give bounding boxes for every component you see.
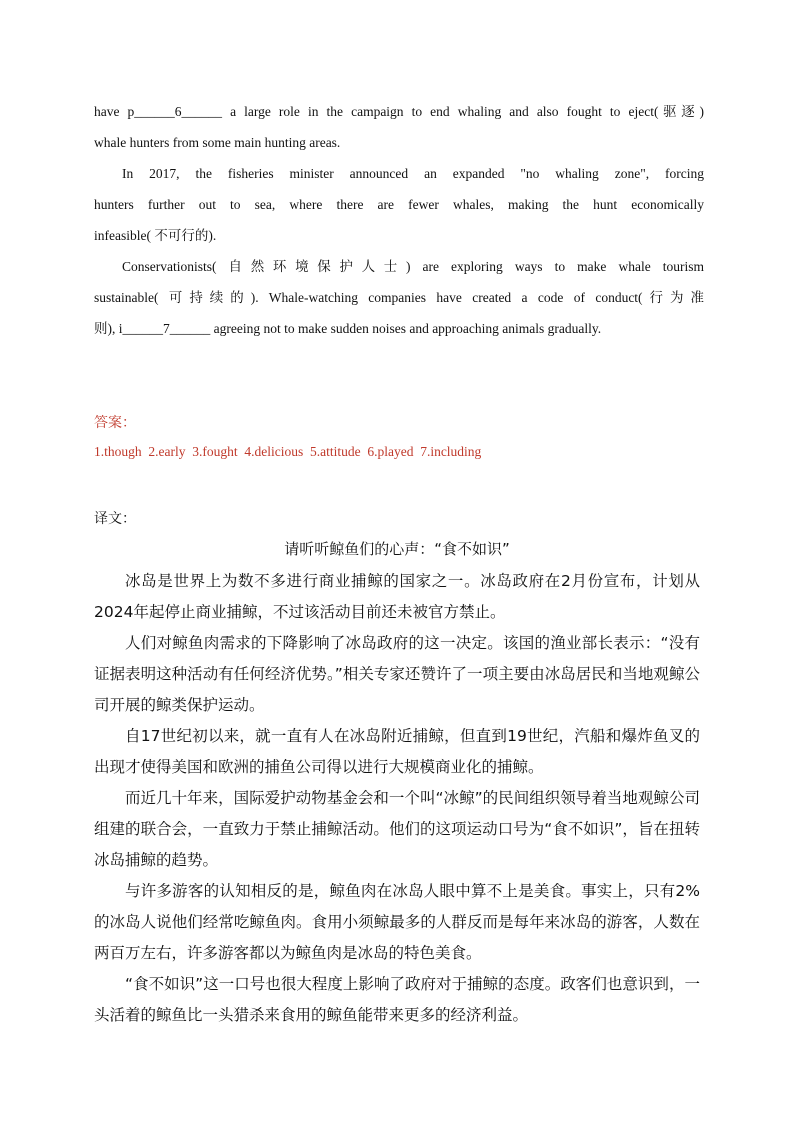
english-line: 则), i______7______ agreeing not to make sudden noises and approaching animals gradually. (94, 321, 602, 336)
translation-title: 请听听鲸鱼们的心声：“食不如识” (284, 540, 510, 558)
english-line: infeasible( 不可行的). (94, 228, 217, 243)
translation-paragraph: 冰岛是世界上为数不多进行商业捕鲸的国家之一。冰岛政府在2月份宣布，计划从2024年起停止商业捕鲸，不过该活动目前还未被官方禁止。 (94, 572, 700, 621)
english-line: Conservationists( 自然环境保护人士) are exploring ways to make whale tourism (122, 259, 704, 274)
translation-paragraph: 而近几十年来，国际爱护动物基金会和一个叫“冰鲸”的民间组织领导着当地观鲸公司组建的联合会，一直致力于禁止捕鲸活动。他们的这项运动口号为“食不如识”，旨在扭转冰岛捕鲸的趋势。 (94, 789, 700, 869)
translation-body (94, 566, 700, 1031)
english-line: In 2017, the fisheries minister announced an expanded "no whaling zone", forcing (122, 166, 704, 181)
english-line: hunters further out to sea, where there are fewer whales, making the hunt economically (94, 197, 704, 212)
english-line: have p______6______ a large role in the campaign to end whaling and also fought to eject(驱逐) (94, 104, 704, 119)
answers-line: 1.though 2.early 3.fought 4.delicious 5.attitude 6.played 7.including (94, 444, 482, 459)
translation-label: 译文： (94, 511, 136, 527)
english-line: sustainable( 可持续的). Whale-watching companies have created a code of conduct(行为准 (94, 290, 704, 305)
english-passage (94, 96, 704, 344)
answers-label: 答案： (94, 415, 136, 431)
translation-paragraph: 人们对鲸鱼肉需求的下降影响了冰岛政府的这一决定。该国的渔业部长表示：“没有证据表明这种活动有任何经济优势。”相关专家还赞许了一项主要由冰岛居民和当地观鲸公司开展的鲸类保护运动。 (94, 634, 700, 714)
english-line: whale hunters from some main hunting areas. (94, 135, 341, 150)
translation-paragraph: “食不如识”这一口号也很大程度上影响了政府对于捕鲸的态度。政客们也意识到，一头活着的鲸鱼比一头猎杀来食用的鲸鱼能带来更多的经济利益。 (94, 975, 700, 1024)
translation-paragraph: 自17世纪初以来，就一直有人在冰岛附近捕鲸，但直到19世纪，汽船和爆炸鱼叉的出现才使得美国和欧洲的捕鱼公司得以进行大规模商业化的捕鲸。 (94, 727, 700, 776)
translation-paragraph: 与许多游客的认知相反的是，鲸鱼肉在冰岛人眼中算不上是美食。事实上，只有2%的冰岛人说他们经常吃鲸鱼肉。食用小须鲸最多的人群反而是每年来冰岛的游客，人数在两百万左右，许多游客都以为鲸鱼肉是冰岛的特色美食。 (94, 882, 700, 962)
